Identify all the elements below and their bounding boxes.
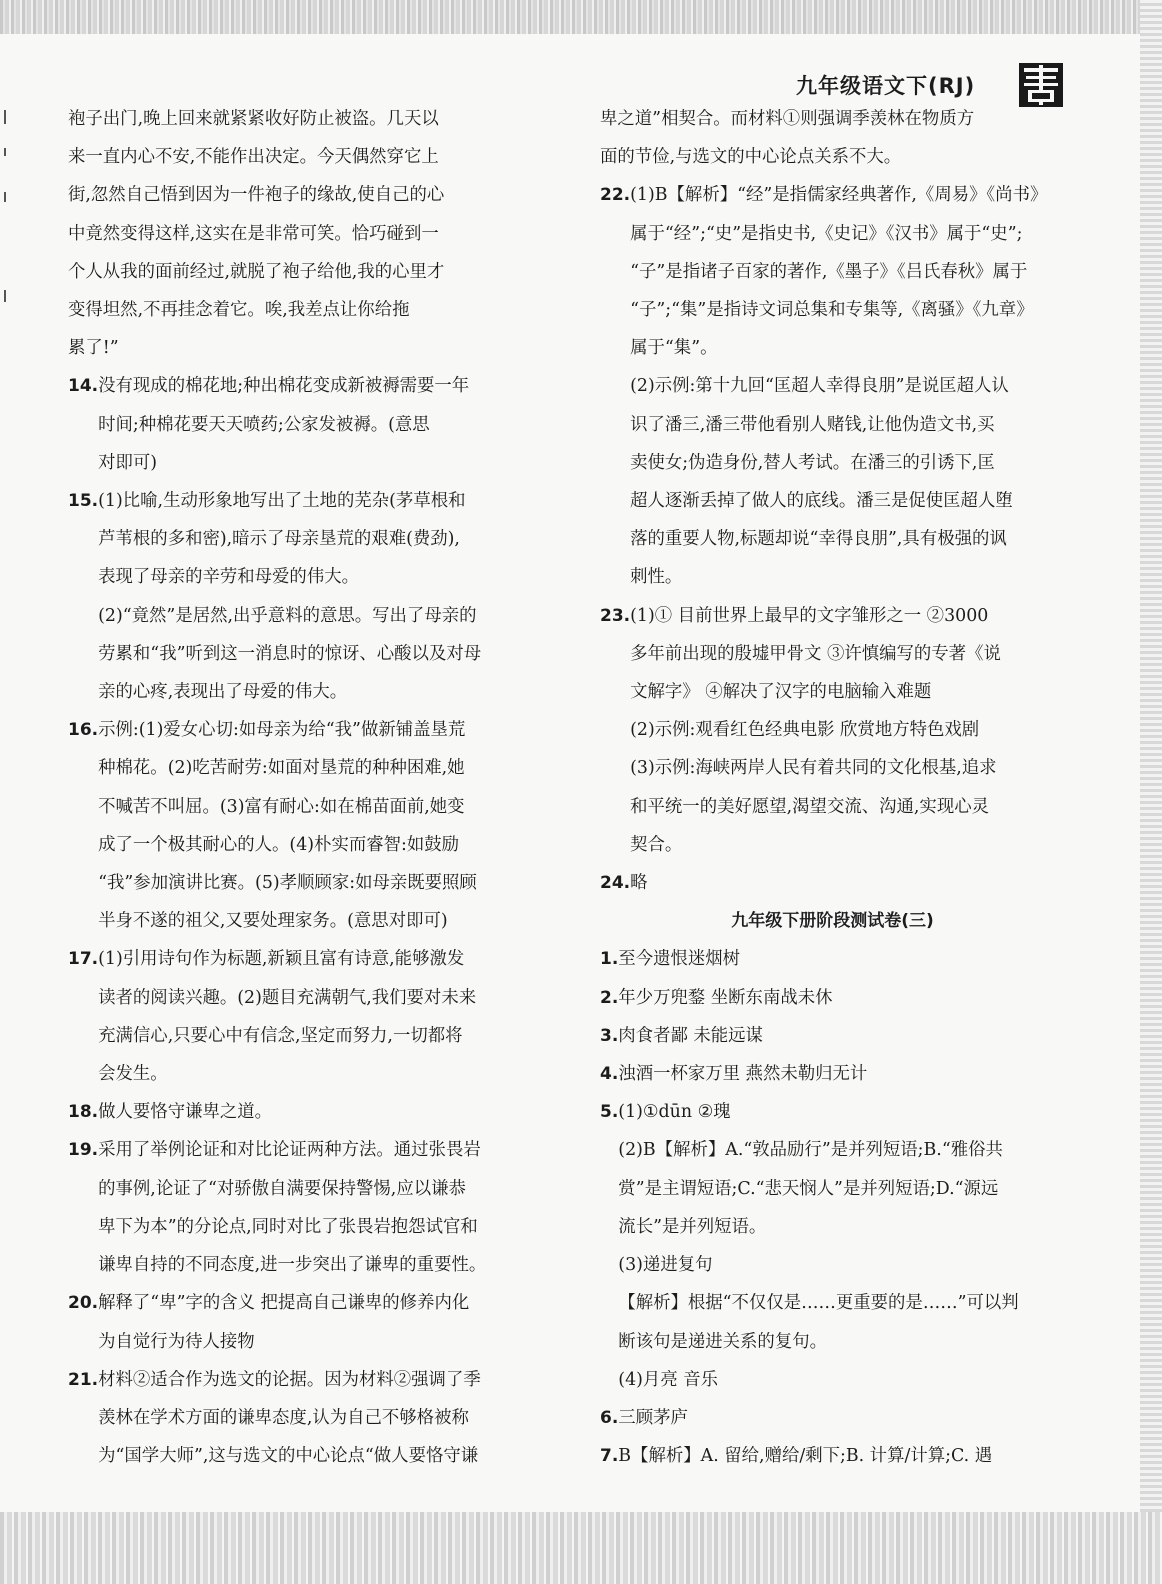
answer-line: 街,忽然自己悟到因为一件袍子的缘故,使自己的心 xyxy=(68,185,445,206)
answer-line: 断该句是递进关系的复句。 xyxy=(618,1331,827,1352)
answer-line: 示例:(1)爱女心切:如母亲为给“我”做新铺盖垦荒 xyxy=(98,720,466,741)
answer-line: “子”;“集”是指诗文词总集和专集等,《离骚》《九章》 xyxy=(630,300,1034,321)
answer-continuation xyxy=(68,100,538,367)
answer-line: 读者的阅读兴趣。(2)题目充满朝气,我们要对未来 xyxy=(98,987,477,1008)
answer-line: 略 xyxy=(630,873,648,894)
answer-line: 超人逐渐丢掉了做人的底线。潘三是促使匡超人堕 xyxy=(630,491,1013,512)
question-number: 5. xyxy=(600,1102,619,1123)
answer-line: 材料②适合作为选文的论据。因为材料②强调了季 xyxy=(98,1369,481,1390)
gutter-mark xyxy=(4,110,6,124)
answer-line: 时间;种棉花要天天喷药;公家发被褥。(意思 xyxy=(98,414,430,435)
answer-item xyxy=(68,1131,538,1284)
answer-line: 亲的心疼,表现出了母爱的伟大。 xyxy=(98,682,348,703)
answer-line: 采用了举例论证和对比论证两种方法。通过张畏岩 xyxy=(98,1140,481,1161)
answer-line: 落的重要人物,标题却说“幸得良朋”,具有极强的讽 xyxy=(630,529,1007,550)
answer-item xyxy=(600,597,1065,864)
answer-line: 没有现成的棉花地;种出棉花变成新被褥需要一年 xyxy=(98,376,470,397)
answer-line: B【解析】A. 留给,赠给/剩下;B. 计算/计算;C. 遇 xyxy=(618,1446,993,1467)
question-number: 14. xyxy=(68,376,99,397)
answer-first-line xyxy=(600,1017,1065,1055)
answer-line: 会发生。 xyxy=(98,1064,168,1085)
answer-first-line xyxy=(68,1093,538,1131)
answer-item xyxy=(68,711,538,940)
answer-line: “子”是指诸子百家的著作,《墨子》《吕氏春秋》属于 xyxy=(630,261,1028,282)
answer-first-line xyxy=(68,940,538,978)
answer-line: 肉食者鄙 未能远谋 xyxy=(618,1025,763,1046)
question-number: 24. xyxy=(600,873,631,894)
answer-line: (2)示例:观看红色经典电影 欣赏地方特色戏剧 xyxy=(630,720,980,741)
answer-line: 变得坦然,不再挂念着它。唉,我差点让你给拖 xyxy=(68,300,410,321)
answer-first-line xyxy=(600,1437,1065,1475)
answer-line: 来一直内心不安,不能作出决定。今天偶然穿它上 xyxy=(68,147,439,168)
answer-line: 识了潘三,潘三带他看别人赌钱,让他伪造文书,买 xyxy=(630,414,995,435)
question-number: 3. xyxy=(600,1025,619,1046)
answer-line: (4)月亮 音乐 xyxy=(618,1369,719,1390)
answer-first-line xyxy=(600,176,1065,214)
answer-line: 芦苇根的多和密),暗示了母亲垦荒的艰难(费劲), xyxy=(98,529,460,550)
answer-line: 个人从我的面前经过,就脱了袍子给他,我的心里才 xyxy=(68,261,445,282)
answer-line: 年少万兜鍪 坐断东南战未休 xyxy=(618,987,833,1008)
answer-item xyxy=(600,979,1065,1017)
answer-line: 羡林在学术方面的谦卑态度,认为自己不够格被称 xyxy=(98,1407,469,1428)
question-number: 17. xyxy=(68,949,99,970)
question-number: 22. xyxy=(600,185,631,206)
answer-line: 劳累和“我”听到这一消息时的惊讶、心酸以及对母 xyxy=(98,643,482,664)
answer-line: 文解字》 ④解决了汉字的电脑输入难题 xyxy=(630,682,932,703)
answer-item xyxy=(600,1055,1065,1093)
answer-first-line xyxy=(68,482,538,520)
answer-line: 为“国学大师”,这与选文的中心论点“做人要恪守谦 xyxy=(98,1446,479,1467)
answer-line: 和平统一的美好愿望,渴望交流、沟通,实现心灵 xyxy=(630,796,989,817)
answer-item xyxy=(600,1437,1065,1475)
answer-line: (1)B【解析】“经”是指儒家经典著作,《周易》《尚书》 xyxy=(630,185,1048,206)
answer-item xyxy=(68,1361,538,1476)
answer-first-line xyxy=(600,1055,1065,1093)
header-title: 九年级语文下(RJ) xyxy=(796,74,976,98)
answer-item xyxy=(600,1399,1065,1437)
answer-line: 表现了母亲的辛劳和母爱的伟大。 xyxy=(98,567,359,588)
question-number: 19. xyxy=(68,1140,99,1161)
answer-line: 解释了“卑”字的含义 把提高自己谦卑的修养内化 xyxy=(98,1293,470,1314)
answer-line: 三顾茅庐 xyxy=(618,1407,688,1428)
answer-line: 种棉花。(2)吃苦耐劳:如面对垦荒的种种困难,她 xyxy=(98,758,465,779)
question-number: 1. xyxy=(600,949,619,970)
answer-continuation xyxy=(600,100,1065,176)
answer-line: (1)①dūn ②瑰 xyxy=(618,1102,731,1123)
answer-line: (1)比喻,生动形象地写出了土地的芜杂(茅草根和 xyxy=(98,491,466,512)
answer-line: (1)① 目前世界上最早的文字雏形之一 ②3000 xyxy=(630,605,989,626)
gutter-mark xyxy=(4,148,6,156)
answer-item xyxy=(600,1017,1065,1055)
question-number: 7. xyxy=(600,1446,619,1467)
answer-line: 卖使女;伪造身份,替人考试。在潘三的引诱下,匡 xyxy=(630,452,995,473)
answer-item xyxy=(600,1093,1065,1399)
answer-line: 属于“集”。 xyxy=(630,338,718,359)
question-number: 18. xyxy=(68,1102,99,1123)
answer-first-line xyxy=(68,367,538,405)
answer-line: (1)引用诗句作为标题,新颖且富有诗意,能够激发 xyxy=(98,949,465,970)
answer-line: 中竟然变得这样,这实在是非常可笑。恰巧碰到一 xyxy=(68,223,439,244)
answer-item xyxy=(600,940,1065,978)
answer-first-line xyxy=(600,1093,1065,1131)
answer-line: 充满信心,只要心中有信念,坚定而努力,一切都将 xyxy=(98,1025,463,1046)
answer-line: 【解析】根据“不仅仅是……更重要的是……”可以判 xyxy=(618,1293,1019,1314)
section-title xyxy=(600,902,1065,940)
answer-item xyxy=(600,864,1065,902)
answer-first-line xyxy=(600,1399,1065,1437)
scan-edge-bottom xyxy=(0,1512,1162,1584)
answer-first-line xyxy=(600,864,1065,902)
answer-item xyxy=(68,482,538,711)
answer-line: (3)递进复句 xyxy=(618,1255,713,1276)
answer-first-line xyxy=(600,979,1065,1017)
answer-line: 袍子出门,晚上回来就紧紧收好防止被盗。几天以 xyxy=(68,109,439,129)
answer-first-line xyxy=(68,1361,538,1399)
answer-first-line xyxy=(68,1284,538,1322)
answer-first-line xyxy=(68,711,538,749)
answer-item xyxy=(68,1284,538,1360)
answer-line: 不喊苦不叫屈。(3)富有耐心:如在棉苗面前,她变 xyxy=(98,796,465,817)
gutter-mark xyxy=(4,290,6,302)
left-column xyxy=(68,100,538,1475)
answer-line: (2)B【解析】A.“敦品励行”是并列短语;B.“雅俗共 xyxy=(618,1140,1003,1161)
answer-line: 至今遗恨迷烟树 xyxy=(618,949,741,970)
answer-first-line xyxy=(600,597,1065,635)
answer-item xyxy=(68,940,538,1093)
answer-line: 半身不遂的祖父,又要处理家务。(意思对即可) xyxy=(98,911,448,932)
section-title-text: 九年级下册阶段测试卷(三) xyxy=(731,911,934,932)
answer-line: 谦卑自持的不同态度,进一步突出了谦卑的重要性。 xyxy=(98,1255,487,1276)
question-number: 15. xyxy=(68,491,99,512)
answer-item xyxy=(68,367,538,482)
answer-line: 卑下为本”的分论点,同时对比了张畏岩抱怨试官和 xyxy=(98,1216,478,1237)
answer-line: 属于“经”;“史”是指史书,《史记》《汉书》属于“史”; xyxy=(630,223,1023,244)
answer-line: 面的节俭,与选文的中心论点关系不大。 xyxy=(600,147,902,168)
question-number: 16. xyxy=(68,720,99,741)
question-number: 21. xyxy=(68,1369,99,1390)
answer-line: (2)“竟然”是居然,出乎意料的意思。写出了母亲的 xyxy=(98,605,477,626)
answer-item xyxy=(600,176,1065,596)
answer-line: (2)示例:第十九回“匡超人幸得良朋”是说匡超人认 xyxy=(630,376,1009,397)
answer-line: 流长”是并列短语。 xyxy=(618,1216,767,1237)
answer-line: “我”参加演讲比赛。(5)孝顺顾家:如母亲既要照顾 xyxy=(98,873,477,894)
question-number: 20. xyxy=(68,1293,99,1314)
answer-line: 多年前出现的殷墟甲骨文 ③许慎编写的专著《说 xyxy=(630,643,1001,664)
gutter-mark xyxy=(4,192,6,202)
question-number: 4. xyxy=(600,1064,619,1085)
answer-first-line xyxy=(68,1131,538,1169)
answer-line: 成了一个极其耐心的人。(4)朴实而睿智:如鼓励 xyxy=(98,834,460,855)
answer-item xyxy=(68,1093,538,1131)
answer-line: (3)示例:海峡两岸人民有着共同的文化根基,追求 xyxy=(630,758,997,779)
answer-line: 浊酒一杯家万里 燕然未勒归无计 xyxy=(618,1064,868,1085)
question-number: 23. xyxy=(600,605,631,626)
answer-line: 刺性。 xyxy=(630,567,683,588)
answer-line: 的事例,论证了“对骄傲自满要保持警惕,应以谦恭 xyxy=(98,1178,466,1199)
answer-line: 为自觉行为待人接物 xyxy=(98,1331,255,1352)
answer-line: 累了!” xyxy=(68,338,119,359)
scan-edge-right xyxy=(1140,0,1162,1584)
question-number: 2. xyxy=(600,987,619,1008)
answer-line: 契合。 xyxy=(630,834,683,855)
answer-line: 卑之道”相契合。而材料①则强调季羡林在物质方 xyxy=(600,109,975,129)
answer-line: 对即可) xyxy=(98,452,158,473)
binding-gutter xyxy=(0,100,18,380)
answer-line: 做人要恪守谦卑之道。 xyxy=(98,1102,273,1123)
answer-first-line xyxy=(600,940,1065,978)
answer-line: 赏”是主谓短语;C.“悲天悯人”是并列短语;D.“源远 xyxy=(618,1178,999,1199)
question-number: 6. xyxy=(600,1407,619,1428)
right-column xyxy=(600,100,1065,1475)
